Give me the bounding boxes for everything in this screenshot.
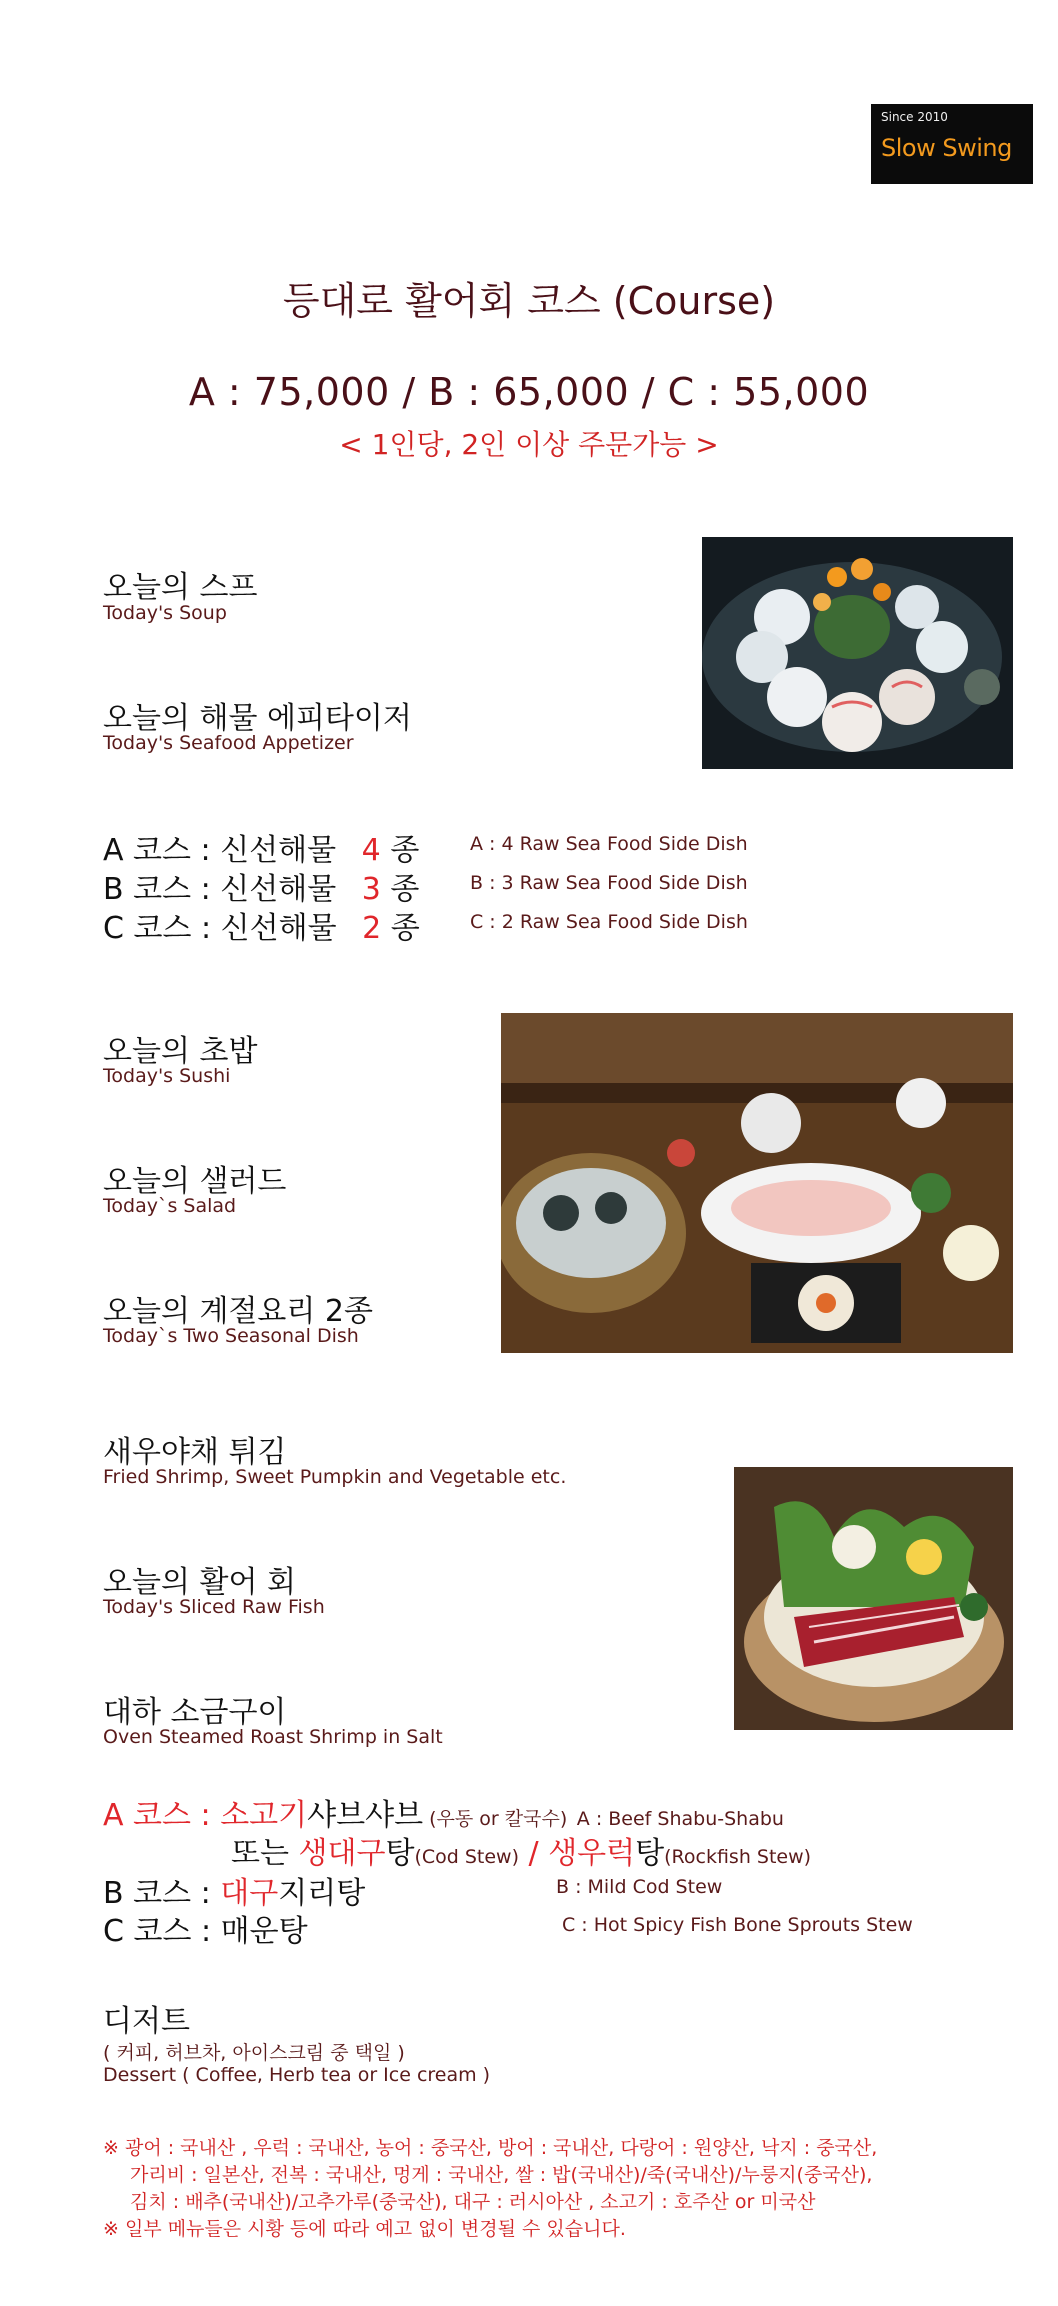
sashimi-en: Today's Sliced Raw Fish — [103, 1596, 325, 1618]
seasonal-en: Today`s Two Seasonal Dish — [103, 1325, 359, 1347]
seasonal-ko: 오늘의 계절요리 2종 — [103, 1294, 373, 1329]
dessert-en: Dessert ( Coffee, Herb tea or Ice cream ) — [103, 2064, 491, 2086]
tempura-en: Fried Shrimp, Sweet Pumpkin and Vegetable etc. — [103, 1466, 567, 1488]
course-b-seafood-en: B : 3 Raw Sea Food Side Dish — [470, 872, 748, 894]
course-a-seafood-en: A : 4 Raw Sea Food Side Dish — [470, 833, 748, 855]
appetizer-en: Today's Seafood Appetizer — [103, 732, 354, 754]
dessert-ko-options: ( 커피, 허브차, 아이스크림 중 택일 ) — [103, 2042, 405, 2064]
course-b-seafood: B 코스 : 신선해물 3 종 — [103, 872, 420, 907]
appetizer-ko: 오늘의 해물 에피타이저 — [103, 701, 412, 736]
soup-ko: 오늘의 스프 — [103, 570, 258, 605]
salad-en: Today`s Salad — [103, 1195, 237, 1217]
course-c-seafood-en: C : 2 Raw Sea Food Side Dish — [470, 911, 748, 933]
prawn-en: Oven Steamed Roast Shrimp in Salt — [103, 1726, 443, 1748]
course-a-soup-alt: 또는 생대구탕(Cod Stew) / 생우럭탕(Rockfish Stew) — [231, 1836, 812, 1871]
course-b-soup-en: B : Mild Cod Stew — [556, 1876, 723, 1898]
order-note: < 1인당, 2인 이상 주문가능 > — [339, 428, 719, 461]
logo — [871, 104, 1033, 184]
course-a-soup: A 코스 : 소고기샤브샤브 (우동 or 칼국수) A : Beef Shabu-Shabu — [103, 1798, 784, 1833]
prawn-ko: 대하 소금구이 — [103, 1695, 287, 1730]
tempura-ko: 새우야채 튀김 — [103, 1435, 287, 1470]
logo-name: Slow Swing — [881, 134, 1012, 162]
salad-ko: 오늘의 샐러드 — [103, 1164, 287, 1199]
course-c-seafood: C 코스 : 신선해물 2 종 — [103, 911, 420, 946]
origin-note-line-1: ※ 광어 : 국내산 , 우럭 : 국내산, 농어 : 중국산, 방어 : 국내산, 다랑어 : 원양산, 낙지 : 중국산, — [103, 2137, 878, 2159]
soup-en: Today's Soup — [103, 602, 227, 624]
beef-shabu-photo — [734, 1467, 1013, 1730]
course-b-soup: B 코스 : 대구지리탕 — [103, 1876, 366, 1911]
page-title: 등대로 활어회 코스 (Course) — [282, 279, 776, 323]
course-c-soup-en: C : Hot Spicy Fish Bone Sprouts Stew — [562, 1914, 913, 1936]
course-prices: A : 75,000 / B : 65,000 / C : 55,000 — [188, 370, 870, 414]
table-spread-photo — [501, 1013, 1013, 1353]
sushi-en: Today's Sushi — [103, 1065, 231, 1087]
sashimi-platter-photo — [702, 537, 1013, 769]
origin-note-line-2: 가리비 : 일본산, 전복 : 국내산, 멍게 : 국내산, 쌀 : 밥(국내산)/죽(국내산)/누룽지(중국산), — [130, 2164, 873, 2186]
logo-since: Since 2010 — [881, 110, 948, 124]
origin-note-line-3: 김치 : 배추(국내산)/고추가루(중국산), 대구 : 러시아산 , 소고기 : 호주산 or 미국산 — [130, 2191, 816, 2213]
dessert-ko: 디저트 — [103, 2004, 190, 2039]
course-a-seafood: A 코스 : 신선해물 4 종 — [103, 833, 420, 868]
sushi-ko: 오늘의 초밥 — [103, 1034, 258, 1069]
sashimi-ko: 오늘의 활어 회 — [103, 1565, 296, 1600]
course-c-soup: C 코스 : 매운탕 — [103, 1914, 308, 1949]
menu-change-notice: ※ 일부 메뉴들은 시황 등에 따라 예고 없이 변경될 수 있습니다. — [103, 2218, 626, 2240]
